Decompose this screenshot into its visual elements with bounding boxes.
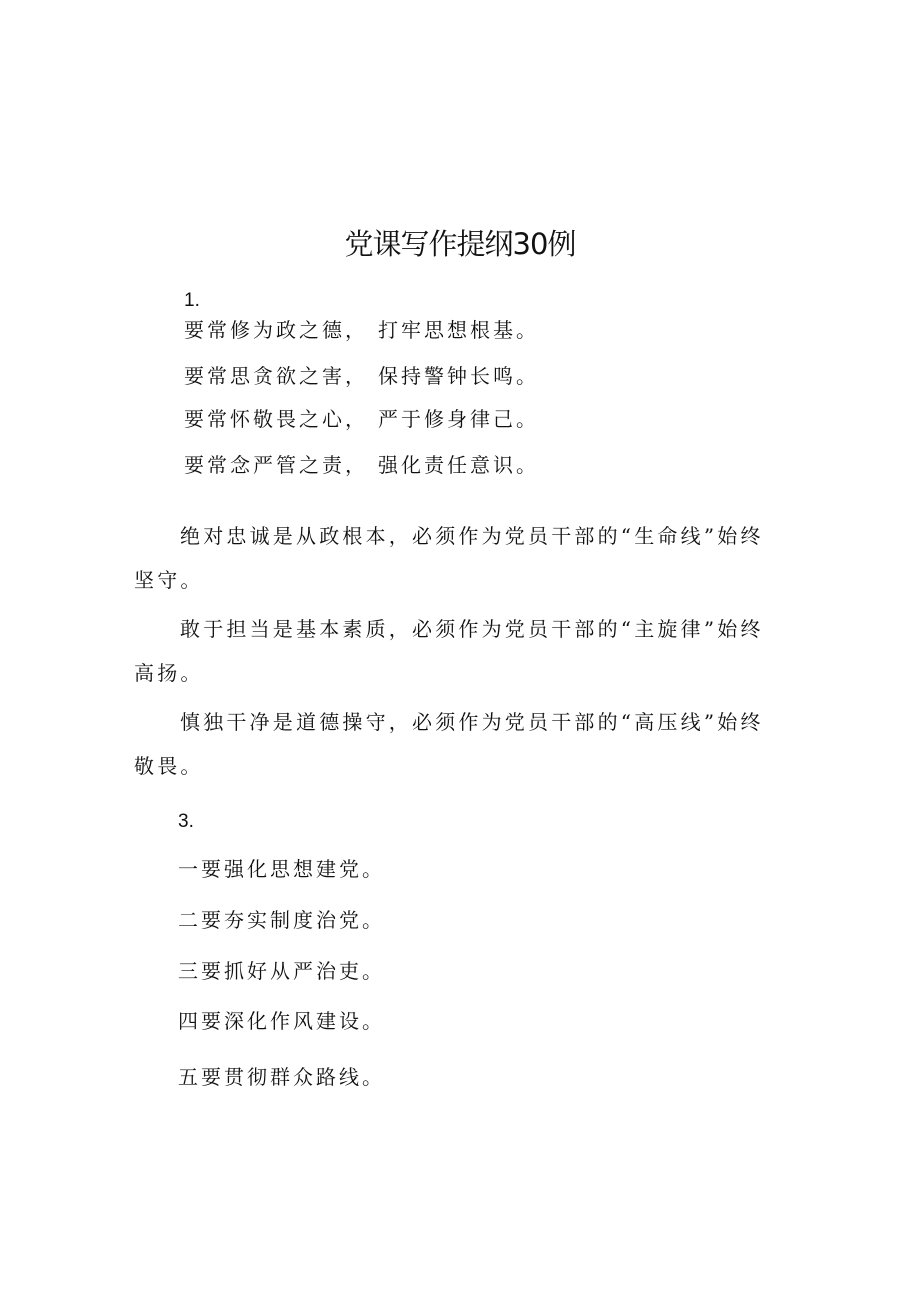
paragraph: 慎独干净是道德操守，必须作为党员干部的“高压线”始终敬畏。 xyxy=(134,710,764,778)
couplet-first: 要常怀敬畏之心， xyxy=(184,407,368,431)
couplet-first: 要常思贪欲之害， xyxy=(184,364,368,388)
couplet-line xyxy=(184,360,539,389)
couplet-line xyxy=(184,314,539,343)
paragraph: 敢于担当是基本素质，必须作为党员干部的“主旋律”始终高扬。 xyxy=(134,617,764,685)
list-item: 三要抓好从严治吏。 xyxy=(178,959,385,983)
paragraph: 绝对忠诚是从政根本，必须作为党员干部的“生命线”始终坚守。 xyxy=(134,524,764,592)
couplet-second: 打牢思想根基。 xyxy=(378,318,539,342)
couplet-second: 保持警钟长鸣。 xyxy=(378,364,539,388)
document-title: 党课写作提纲30例 xyxy=(344,227,576,261)
section-3-number: 3. xyxy=(178,811,194,832)
couplet-line xyxy=(184,403,539,432)
couplet-second: 严于修身律己。 xyxy=(378,407,539,431)
couplet-first: 要常修为政之德， xyxy=(184,318,368,342)
couplet-line xyxy=(184,449,539,478)
list-item: 二要夯实制度治党。 xyxy=(178,908,385,932)
couplet-first: 要常念严管之责， xyxy=(184,453,368,477)
list-item: 四要深化作风建设。 xyxy=(178,1009,385,1033)
list-item: 五要贯彻群众路线。 xyxy=(178,1065,385,1089)
list-item: 一要强化思想建党。 xyxy=(178,857,385,881)
couplet-second: 强化责任意识。 xyxy=(378,453,539,477)
section-1-number: 1. xyxy=(184,290,200,311)
